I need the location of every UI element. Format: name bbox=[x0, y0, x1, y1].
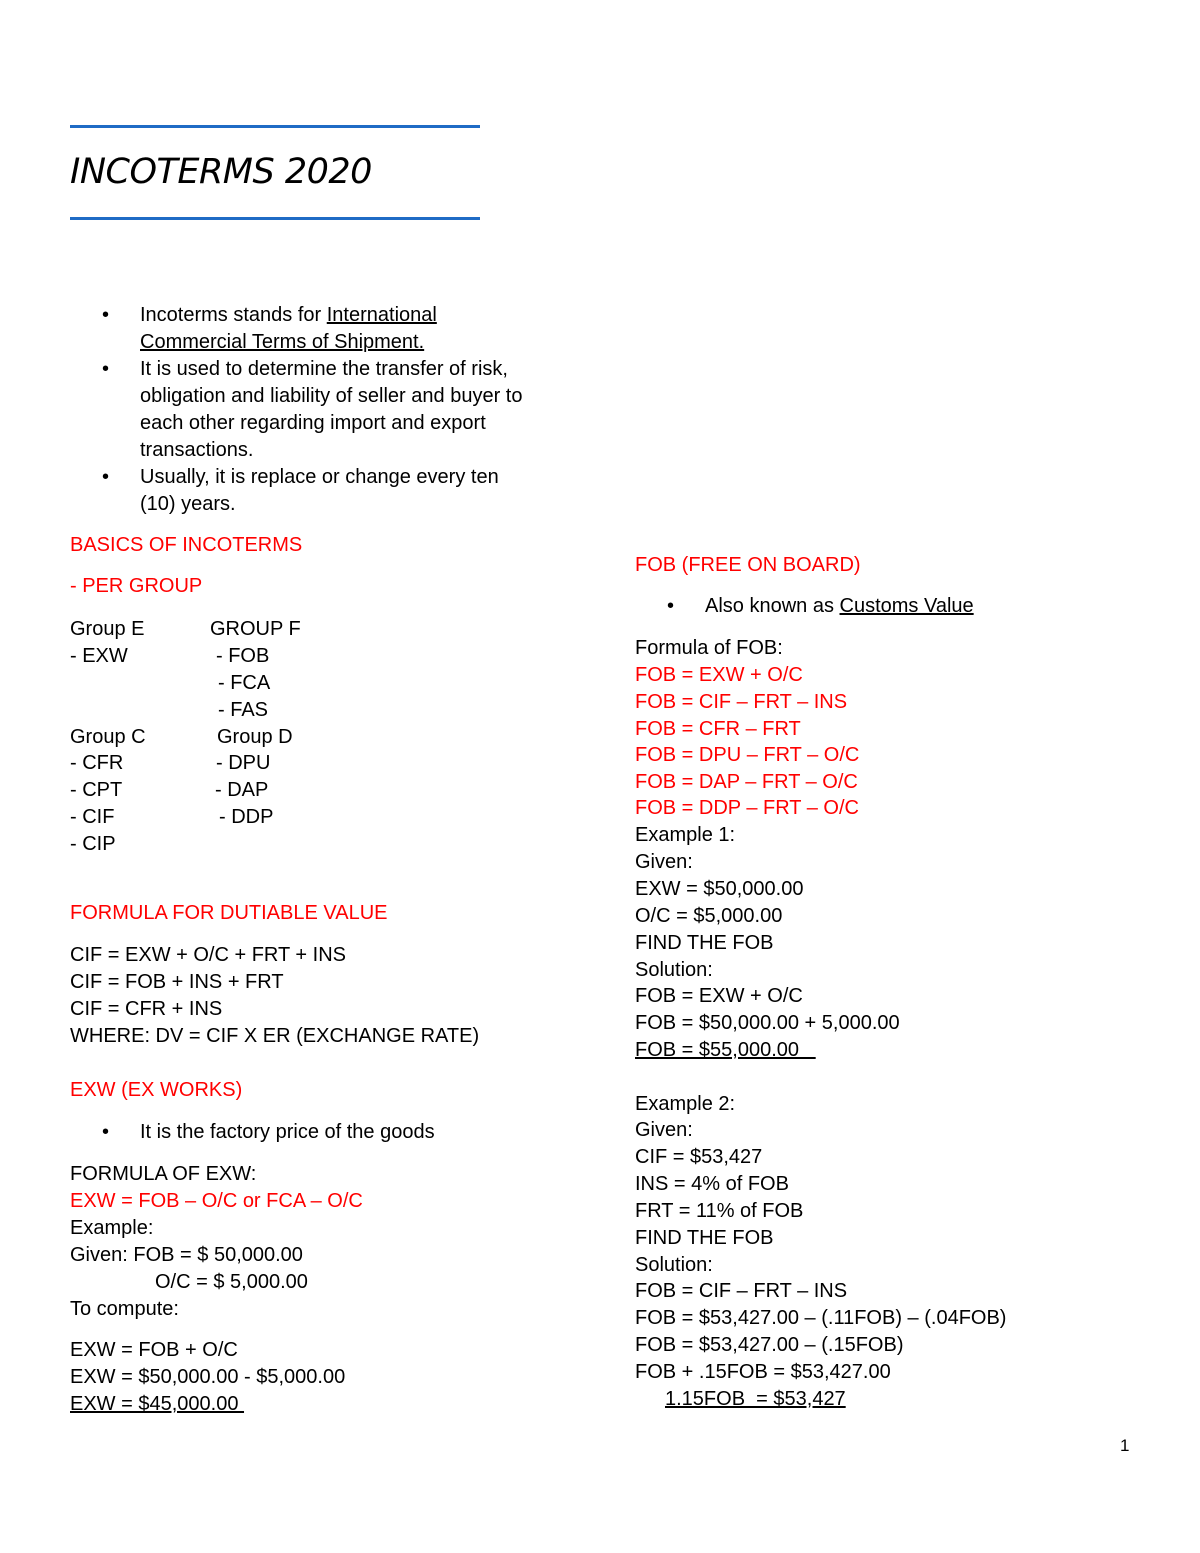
dutiable-formula: CIF = EXW + O/C + FRT + INS bbox=[70, 944, 346, 966]
fob-example-1-result: FOB = $55,000.00 bbox=[635, 1039, 816, 1061]
fob-example-2-line: FRT = 11% of FOB bbox=[635, 1200, 804, 1222]
fob-example-2-result: 1.15FOB = $53,427 bbox=[665, 1388, 846, 1410]
fob-bullet-list bbox=[635, 593, 1115, 620]
fob-formula: FOB = DAP – FRT – O/C bbox=[635, 771, 858, 793]
group-c-item: - CPT bbox=[70, 779, 123, 801]
title-top-rule bbox=[70, 125, 480, 128]
per-group-subheading: - PER GROUP bbox=[70, 575, 203, 597]
exw-formula: EXW = FOB – O/C or FCA – O/C bbox=[70, 1190, 363, 1212]
intro-bullet-definition: • Incoterms stands for International Commercial Terms of Shipment. bbox=[102, 304, 437, 353]
group-c-label: Group C bbox=[70, 726, 146, 748]
exw-compute-label: To compute: bbox=[70, 1298, 179, 1320]
fob-formula: FOB = DPU – FRT – O/C bbox=[635, 744, 860, 766]
customs-value-term: Customs Value bbox=[839, 595, 974, 617]
fob-example-2-line: Solution: bbox=[635, 1254, 713, 1276]
bullet-icon: • bbox=[102, 1121, 110, 1143]
basics-heading: BASICS OF INCOTERMS bbox=[70, 534, 303, 556]
group-c-item: - CIF bbox=[70, 806, 115, 828]
exw-given-line: O/C = $ 5,000.00 bbox=[155, 1271, 308, 1293]
group-f-item: - FCA bbox=[218, 672, 271, 694]
group-e-label: Group E bbox=[70, 618, 145, 640]
group-c-item: - CIP bbox=[70, 833, 116, 855]
group-d-label: Group D bbox=[217, 726, 293, 748]
fob-formula: FOB = CFR – FRT bbox=[635, 718, 801, 740]
fob-formula-label: Formula of FOB: bbox=[635, 637, 783, 659]
group-c-item: - CFR bbox=[70, 752, 124, 774]
term-full-name: International bbox=[326, 304, 437, 326]
fob-example-1-line: FIND THE FOB bbox=[635, 932, 774, 954]
exw-bullet-list bbox=[70, 1119, 590, 1146]
fob-example-1-line: EXW = $50,000.00 bbox=[635, 878, 804, 900]
fob-example-2-line: FOB + .15FOB = $53,427.00 bbox=[635, 1361, 891, 1383]
fob-example-1-line: O/C = $5,000.00 bbox=[635, 905, 783, 927]
fob-example-1-line: Example 1: bbox=[635, 824, 736, 846]
fob-heading: FOB (FREE ON BOARD) bbox=[635, 554, 861, 576]
fob-formula: FOB = DDP – FRT – O/C bbox=[635, 797, 859, 819]
dutiable-formula: CIF = CFR + INS bbox=[70, 998, 223, 1020]
exw-calc-line: EXW = FOB + O/C bbox=[70, 1339, 238, 1361]
exw-heading: EXW (EX WORKS) bbox=[70, 1079, 243, 1101]
intro-bullet-revision: • Usually, it is replace or change every ten (10) years. bbox=[102, 466, 499, 515]
dutiable-where-line: WHERE: DV = CIF X ER (EXCHANGE RATE) bbox=[70, 1025, 480, 1047]
exw-example-label: Example: bbox=[70, 1217, 154, 1239]
fob-example-2-line: FOB = $53,427.00 – (.11FOB) – (.04FOB) bbox=[635, 1307, 1007, 1329]
exw-given-line: Given: FOB = $ 50,000.00 bbox=[70, 1244, 303, 1266]
fob-formula: FOB = EXW + O/C bbox=[635, 664, 803, 686]
fob-bullet: • Also known as Customs Value bbox=[635, 593, 1115, 620]
fob-example-2-line: FOB = $53,427.00 – (.15FOB) bbox=[635, 1334, 904, 1356]
exw-bullet: • It is the factory price of the goods bbox=[70, 1119, 590, 1146]
fob-example-2-line: FIND THE FOB bbox=[635, 1227, 774, 1249]
title-bottom-rule bbox=[70, 217, 480, 220]
group-e-item: - EXW bbox=[70, 645, 128, 667]
bullet-icon: • bbox=[102, 466, 110, 488]
bullet-icon: • bbox=[102, 358, 110, 380]
group-d-item: - DPU bbox=[216, 752, 271, 774]
intro-bullet-purpose: • It is used to determine the transfer of risk, obligation and liability of seller and buyer to each other regarding import and export transactions. bbox=[102, 358, 523, 461]
fob-example-1-line: Given: bbox=[635, 851, 693, 873]
exw-calc-line: EXW = $50,000.00 - $5,000.00 bbox=[70, 1366, 346, 1388]
group-f-item: - FOB bbox=[216, 645, 270, 667]
bullet-icon: • bbox=[102, 304, 110, 326]
exw-formula-label: FORMULA OF EXW: bbox=[70, 1163, 257, 1185]
page-number: 1 bbox=[1120, 1436, 1130, 1455]
fob-example-1-line: Solution: bbox=[635, 959, 713, 981]
fob-example-1-line: FOB = $50,000.00 + 5,000.00 bbox=[635, 1012, 900, 1034]
fob-example-2-line: CIF = $53,427 bbox=[635, 1146, 763, 1168]
group-f-item: - FAS bbox=[218, 699, 269, 721]
fob-formula: FOB = CIF – FRT – INS bbox=[635, 691, 848, 713]
dutiable-heading: FORMULA FOR DUTIABLE VALUE bbox=[70, 902, 388, 924]
intro-bullet-list bbox=[70, 302, 590, 518]
term-full-name-continued: Commercial Terms of Shipment. bbox=[140, 331, 425, 353]
group-d-item: - DDP bbox=[219, 806, 274, 828]
dutiable-formula: CIF = FOB + INS + FRT bbox=[70, 971, 284, 993]
fob-example-1-line: FOB = EXW + O/C bbox=[635, 985, 803, 1007]
bullet-icon: • bbox=[667, 595, 675, 617]
fob-example-2-line: Given: bbox=[635, 1119, 693, 1141]
fob-example-2-line: INS = 4% of FOB bbox=[635, 1173, 789, 1195]
fob-example-2-line: FOB = CIF – FRT – INS bbox=[635, 1280, 848, 1302]
group-f-label: GROUP F bbox=[210, 618, 301, 640]
group-d-item: - DAP bbox=[215, 779, 269, 801]
exw-result: EXW = $45,000.00 bbox=[70, 1393, 245, 1415]
fob-example-2-line: Example 2: bbox=[635, 1093, 736, 1115]
document-title: INCOTERMS 2020 bbox=[70, 152, 372, 192]
